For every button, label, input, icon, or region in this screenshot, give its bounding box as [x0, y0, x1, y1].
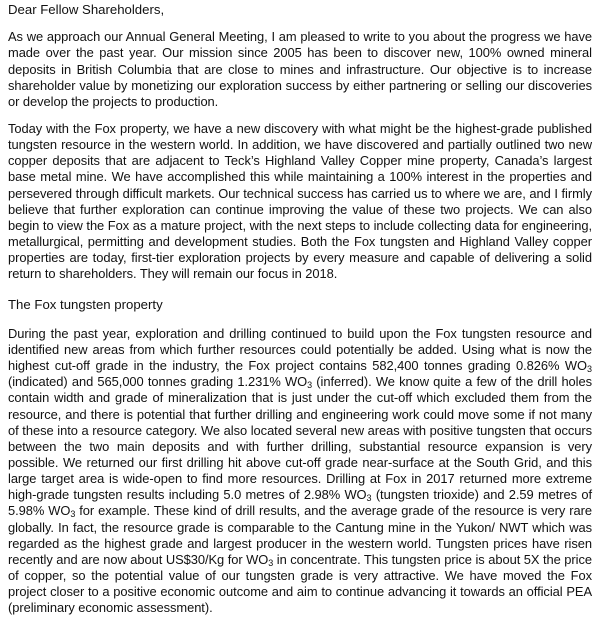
intro-paragraph: As we approach our Annual General Meeting, I am pleased to write to you about the progress we have made over the past year. Our mission since 2005 has been to discover new, 100% owned mineral deposits in British Columbia that are close to mines and infrastructure. Our objective is to increase shareholder value by monetizing our exploration success by either partnering or selling our discoveries or develop the projects to production. — [8, 29, 592, 109]
subscript-3: 3 — [307, 380, 313, 391]
fox-text-3: (inferred). We know quite a few of the drill holes contain width and grade of mineralization that is just under the cut-off which excluded them from the resource, and there is potential that further drilling and engineering work could move some if not many of these into a resource category. We also located several new areas with positive tungsten that occurs between the two main deposits and with further drilling, substantial resource expansion is very possible. We returned our first drilling hit above cut-off grade near-surface at the South Grid, and this large target area is wide-open to find more resources. Drilling at Fox in 2017 returned more extreme high-grade tungsten results including 5.0 metres of 2.98% WO — [8, 374, 593, 503]
subscript-3: 3 — [70, 509, 76, 520]
fox-text-5: for example. These kind of drill results, and the average grade of the resource is very rare globally. In fact, the resource grade is comparable to the Cantung mine in the Yukon/ NWT which was regarded as the highest grade and largest producer in the western world. Tungsten prices have risen recently and are now about US$30/Kg for WO — [8, 503, 592, 567]
subscript-3: 3 — [268, 557, 274, 568]
fox-section-heading: The Fox tungsten property — [8, 296, 163, 312]
fox-text-4: (tungsten trioxide) and 2.59 metres of 5.98% WO — [8, 487, 592, 519]
fox-text-6: in concentrate. This tungsten price is about 5X the price of copper, so the potential value of our tungsten grade is very attractive. We have moved the Fox project closer to a positive economic outcome and aim to continue advancing it towards an official PEA (preliminary economic assessment). — [8, 551, 592, 616]
overview-paragraph: Today with the Fox property, we have a new discovery with what might be the highest-grade published tungsten resource in the western world. In addition, we have discovered and partially outlined two new copper deposits that are adjacent to Teck’s Highland Valley Copper mine property, Canada’s largest base metal mine. We have accomplished this while maintaining a 100% interest in the properties and persevered through difficult markets. Our technical success has carried us to where we are, and I firmly believe that further exploration can continue improving the value of these two projects. We can also begin to view the Fox as a mature project, with the next steps to include collecting data for engineering, metallurgical, permitting and development studies. Both the Fox tungsten and Highland Valley copper properties are today, first-tier exploration projects by every measure and capable of delivering a solid return to shareholders. They will remain our focus in 2018. — [8, 120, 592, 282]
subscript-3: 3 — [587, 364, 592, 375]
fox-text-2: (indicated) and 565,000 tonnes grading 1.231% WO — [8, 374, 308, 390]
subscript-3: 3 — [366, 493, 372, 504]
salutation: Dear Fellow Shareholders, — [8, 2, 165, 17]
fox-text-1: During the past year, exploration and drilling continued to build upon the Fox tungsten resource and identified new areas from which further resources could potentially be added. Using what is now the highest cut-off grade in the industry, the Fox project contains 582,400 tonnes grading 0.826% WO — [8, 325, 592, 374]
fox-paragraph — [8, 326, 592, 617]
